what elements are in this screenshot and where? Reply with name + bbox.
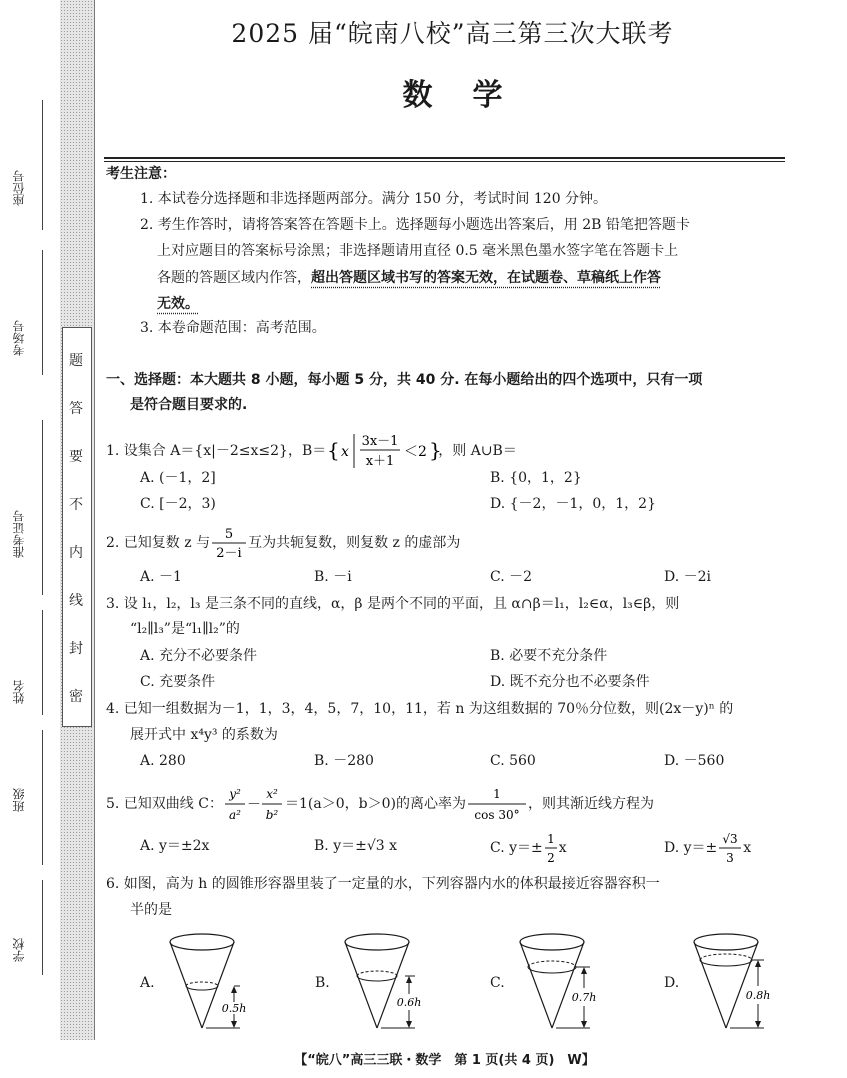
- svg-text:＜2: ＜2: [404, 444, 428, 460]
- question-4-stem: 展开式中 x⁴y³ 的系数为: [130, 727, 278, 743]
- option-a[interactable]: A. 充分不必要条件: [140, 648, 258, 664]
- set-builder-expression: [326, 431, 442, 471]
- notice-line: 各题的答题区域内作答，超出答题区域书写的答案无效，在试题卷、草稿纸上作答: [157, 270, 661, 286]
- class-field[interactable]: [10, 730, 50, 870]
- svg-text:y²: y²: [229, 787, 241, 801]
- notice-heading: 考生注意：: [106, 166, 176, 182]
- seal-line-box: [62, 327, 92, 727]
- option-a[interactable]: A. －1: [140, 569, 182, 585]
- seal-char: 答: [69, 401, 83, 417]
- section-heading: 一、选择题：本大题共 8 小题，每小题 5 分，共 40 分. 在每小题给出的四个选项中，只有一项: [106, 372, 703, 388]
- name-label: 姓名: [12, 680, 26, 704]
- subject-title: 数学: [402, 78, 543, 113]
- svg-text:b²: b²: [265, 808, 279, 822]
- question-5-stem: 5. 已知双曲线 C： y² a² － x² b² ＝1(a＞0，b＞0)的离心率为 1 cos 30° ，则其渐近线方程为: [106, 784, 654, 824]
- svg-text:1: 1: [493, 787, 501, 801]
- option-d[interactable]: D. {－2，－1，0，1，2}: [490, 496, 656, 512]
- emphasis-text: 无效。: [157, 296, 199, 312]
- option-c[interactable]: C. 充要条件: [140, 674, 216, 690]
- notice-line: 3. 本卷命题范围：高考范围。: [140, 320, 326, 336]
- admission-number-label: 准考证号: [12, 510, 26, 558]
- option-a[interactable]: A. (－1，2]: [140, 470, 216, 486]
- option-b[interactable]: B. －280: [314, 753, 374, 769]
- option-b[interactable]: B. {0，1，2}: [490, 470, 582, 486]
- page-footer: 【“皖八”高三三联・数学 第 1 页(共 4 页) W】: [294, 1053, 595, 1068]
- school-label: 学校: [12, 938, 26, 962]
- svg-text:0.8h: 0.8h: [745, 989, 771, 1002]
- option-c[interactable]: C. [－2，3): [140, 496, 216, 512]
- svg-text:1: 1: [546, 832, 555, 846]
- name-field[interactable]: [10, 610, 50, 720]
- option-d[interactable]: D. －2i: [664, 569, 712, 585]
- svg-text:－: －: [246, 797, 261, 813]
- svg-text:cos 30°: cos 30°: [474, 808, 520, 822]
- figure-label[interactable]: A.: [140, 975, 155, 991]
- emphasis-text: 超出答题区域书写的答案无效，在试题卷、草稿纸上作答: [311, 270, 661, 286]
- school-field[interactable]: [10, 880, 50, 980]
- question-3-stem: “l₂∥l₃”是“l₁∥l₂”的: [130, 621, 240, 637]
- question-2-stem: 2. 已知复数 z 与 5 2－i 互为共轭复数，则复数 z 的虚部为: [106, 527, 461, 561]
- class-label: 班级: [12, 788, 26, 812]
- option-c[interactable]: C. 560: [490, 753, 536, 769]
- option-a[interactable]: A. y＝±2x: [140, 838, 210, 854]
- seat-number-label: 座位号: [12, 170, 26, 206]
- notice-line: 1. 本试卷分选择题和非选择题两部分。满分 150 分，考试时间 120 分钟。: [140, 191, 608, 207]
- option-b[interactable]: B. y＝±√3 x: [314, 838, 398, 854]
- question-6-stem: 半的是: [130, 902, 172, 918]
- notice-line: 上对应题目的答案标号涂黑；非选择题请用直径 0.5 毫米黑色墨水签字笔在答题卡上: [157, 243, 679, 259]
- svg-text:x²: x²: [266, 787, 278, 801]
- figure-label[interactable]: C.: [490, 975, 505, 991]
- admission-number-field[interactable]: [10, 420, 50, 600]
- header-rule: [104, 157, 785, 159]
- question-1-stem: 1. 设集合 A＝{x|－2≤x≤2}，B＝ { x 3x－1 x＋1 ＜2 } ，则 A∪B＝: [106, 431, 517, 471]
- question-4-stem: 4. 已知一组数据为－1，1，3，4，5，7，10，11，若 n 为这组数据的 70％分位数，则(2x－y)ⁿ 的: [106, 701, 734, 717]
- fraction: [543, 830, 559, 866]
- option-b[interactable]: B. 必要不充分条件: [490, 648, 608, 664]
- cone-figure-a: [160, 930, 250, 1035]
- fraction: [466, 784, 528, 824]
- seal-char: 内: [69, 545, 83, 561]
- notice-line: 2. 考生作答时，请将答案答在答题卡上。选择题每小题选出答案后，用 2B 铅笔把答题卡: [140, 217, 690, 233]
- hyperbola-equation: [223, 784, 285, 824]
- option-d[interactable]: D. 既不充分也不必要条件: [490, 674, 650, 690]
- option-d[interactable]: D. －560: [664, 753, 725, 769]
- svg-text:0.5h: 0.5h: [221, 1002, 247, 1015]
- figure-label[interactable]: D.: [664, 975, 680, 991]
- cone-figure-c: [510, 930, 600, 1035]
- cone-figure-b: [335, 930, 425, 1035]
- svg-text:5: 5: [224, 527, 234, 542]
- svg-text:2: 2: [546, 851, 555, 865]
- seal-char: 密: [69, 689, 83, 705]
- exam-room-field[interactable]: [10, 250, 50, 380]
- seal-char: 题: [69, 353, 83, 369]
- option-b[interactable]: B. －i: [314, 569, 352, 585]
- seal-char: 线: [69, 593, 83, 609]
- option-c[interactable]: C. y＝± 1 2 x: [490, 832, 567, 865]
- fraction: [717, 830, 743, 866]
- svg-text:x＋1: x＋1: [365, 454, 395, 469]
- seal-char: 封: [69, 641, 83, 657]
- exam-room-label: 考场号: [12, 320, 26, 356]
- svg-text:0.6h: 0.6h: [396, 996, 422, 1009]
- seal-char: 要: [69, 449, 83, 465]
- svg-text:2－i: 2－i: [216, 546, 242, 561]
- option-d[interactable]: D. y＝± √3 3 x: [664, 832, 752, 865]
- svg-text:x: x: [341, 444, 350, 460]
- svg-text:{: {: [327, 438, 340, 462]
- svg-text:}: }: [429, 438, 442, 462]
- section-heading: 是符合题目要求的.: [130, 397, 248, 413]
- header-rule: [104, 161, 785, 162]
- question-3-stem: 3. 设 l₁，l₂，l₃ 是三条不同的直线，α，β 是两个不同的平面，且 α∩β＝l₁，l₂∈α，l₃∈β，则: [106, 596, 680, 612]
- svg-text:0.7h: 0.7h: [571, 991, 597, 1004]
- svg-text:√3: √3: [722, 832, 738, 846]
- option-a[interactable]: A. 280: [140, 753, 186, 769]
- svg-text:3: 3: [726, 851, 735, 865]
- question-6-stem: 6. 如图，高为 h 的圆锥形容器里装了一定量的水，下列容器内水的体积最接近容器容积一: [106, 876, 660, 892]
- svg-text:a²: a²: [229, 808, 241, 822]
- exam-title: 2025 届“皖南八校”高三第三次大联考: [231, 19, 674, 48]
- seal-char: 不: [69, 497, 83, 513]
- figure-label[interactable]: B.: [315, 975, 330, 991]
- seat-number-field[interactable]: [10, 100, 50, 240]
- svg-text:3x－1: 3x－1: [361, 434, 399, 449]
- option-c[interactable]: C. －2: [490, 569, 533, 585]
- cone-figure-d: [684, 930, 774, 1035]
- fraction: [210, 525, 248, 561]
